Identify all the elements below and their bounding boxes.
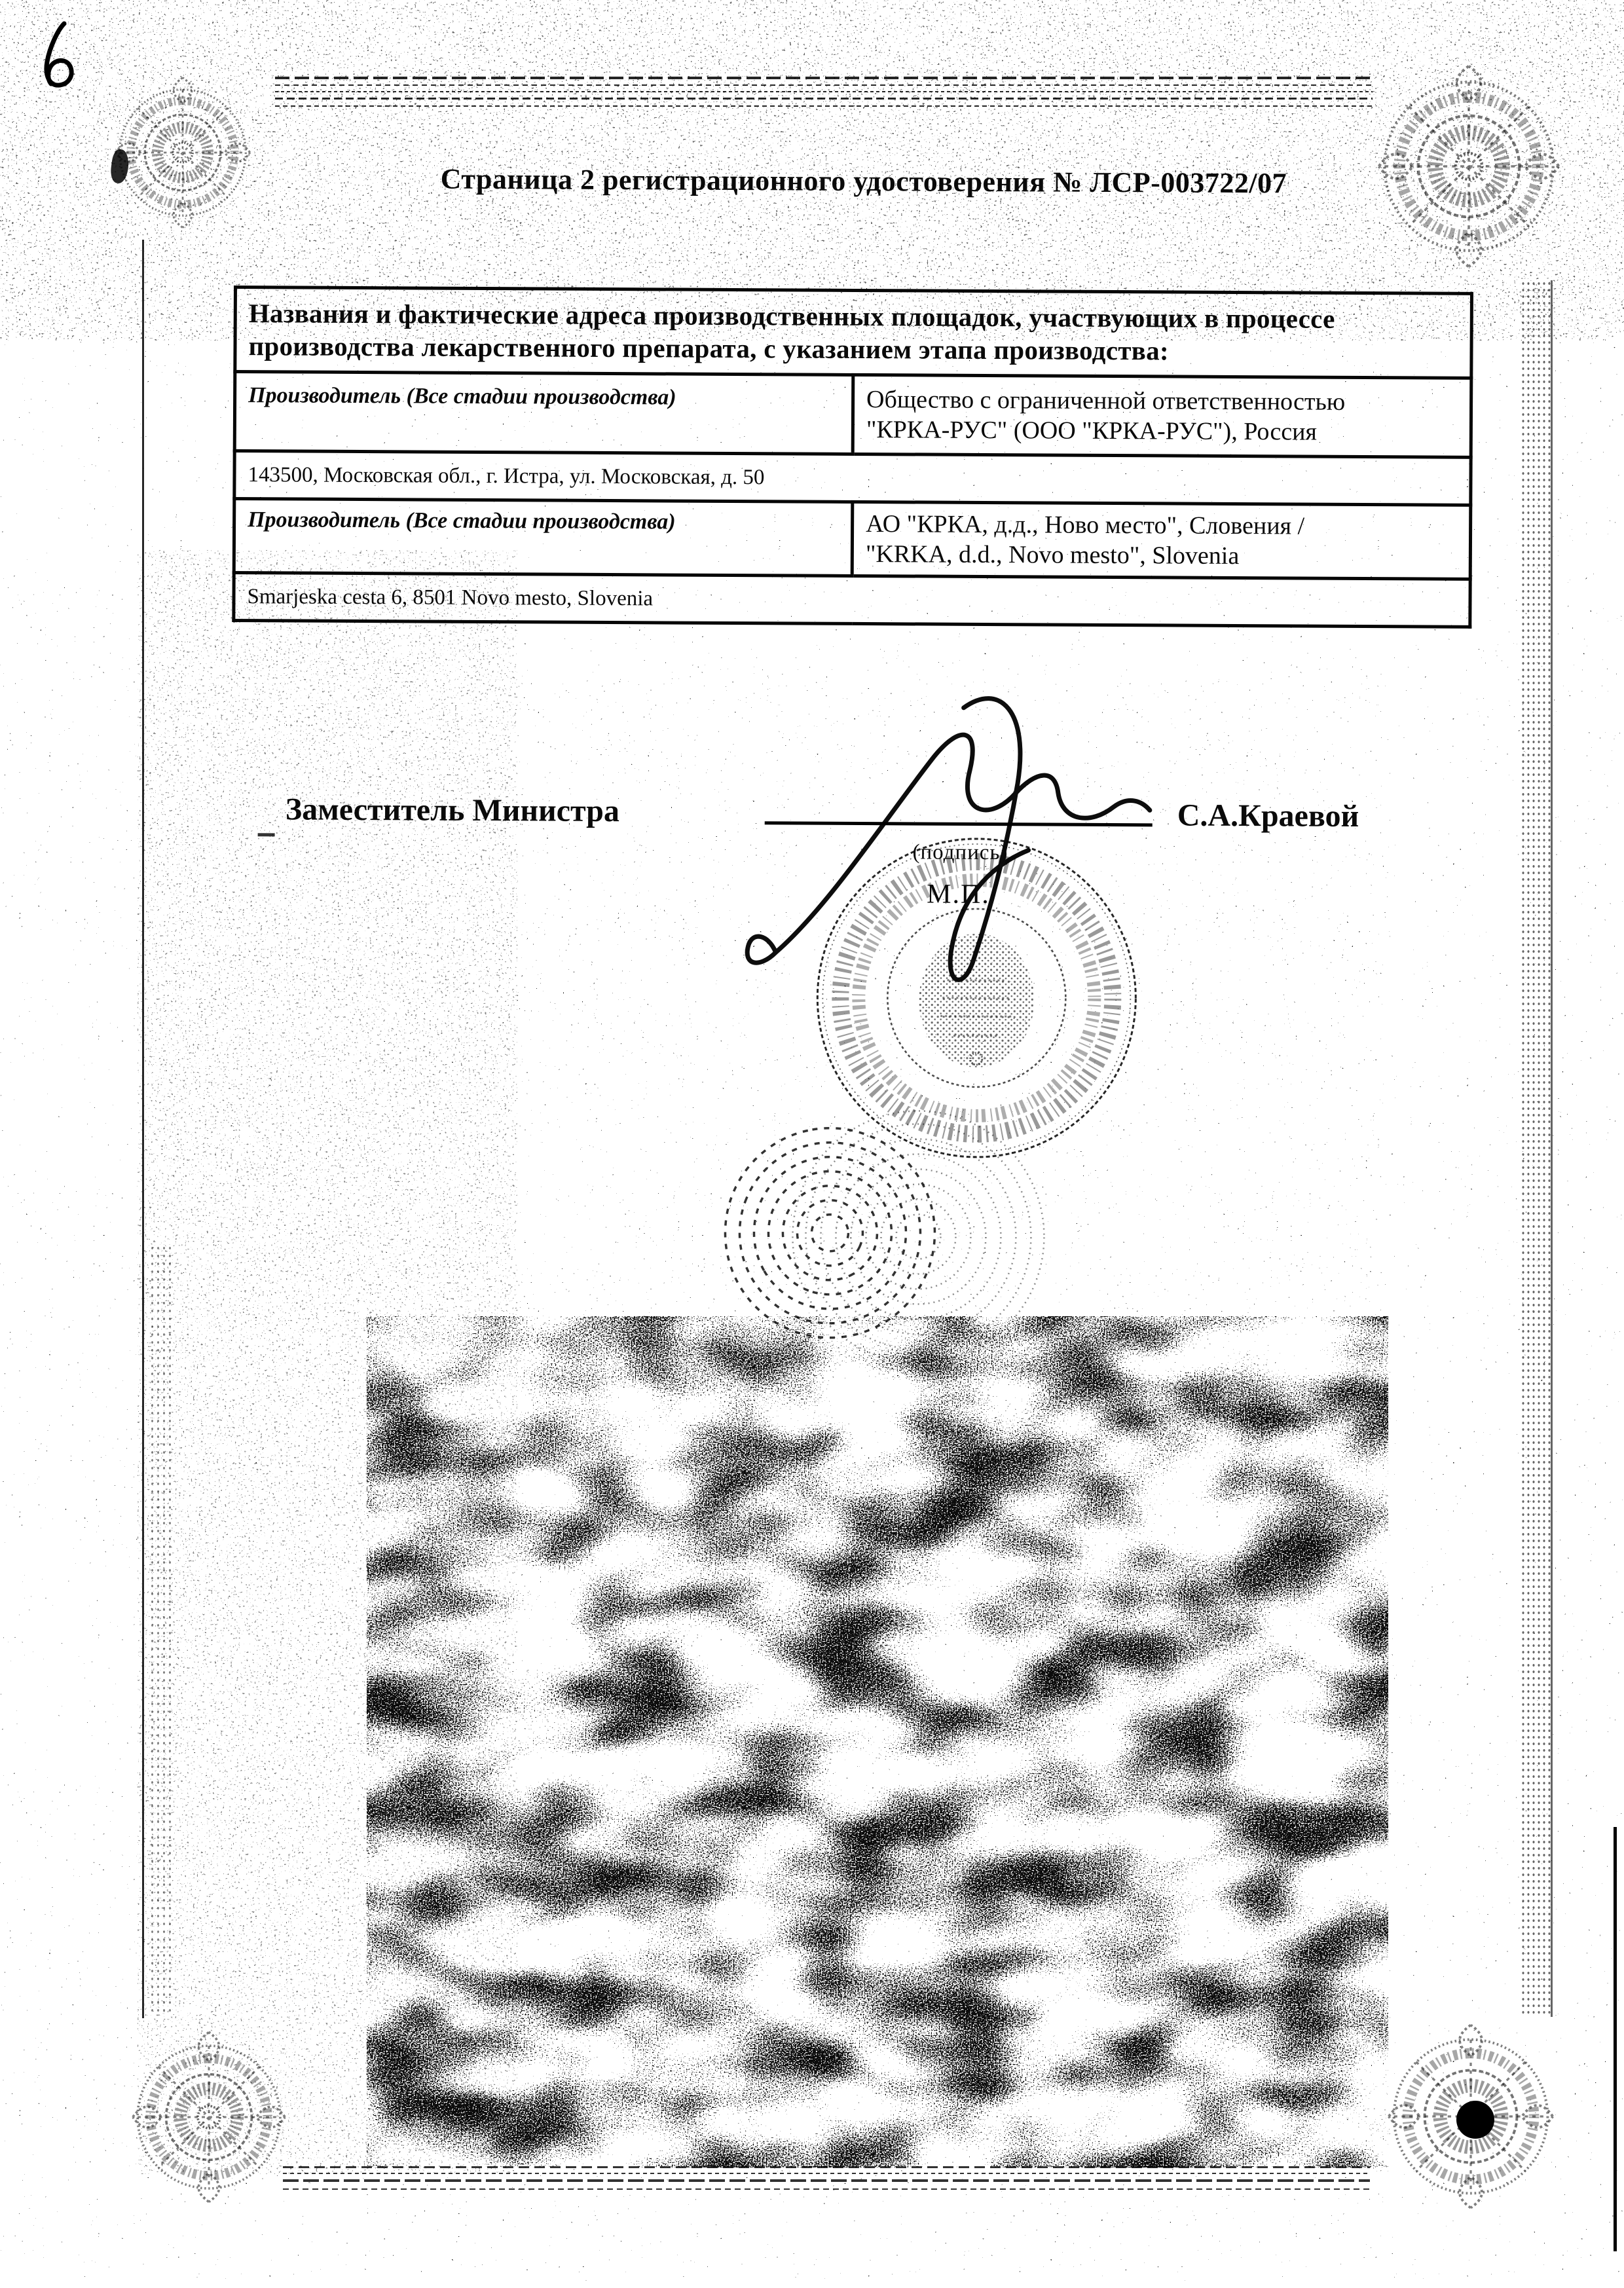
signatory-name: С.А.Краевой [1177, 798, 1359, 834]
table-row [234, 498, 1471, 579]
table-row [234, 572, 1470, 627]
table-header-cell [235, 287, 1472, 378]
table-header-line2: производства лекарственного препарата, с указанием этапа производства: [248, 331, 1170, 366]
address-cell: Smarjeska cesta 6, 8501 Novo mesto, Slovenia [234, 572, 1470, 627]
concentric-stamp [701, 1108, 1056, 1372]
production-sites-table [232, 286, 1473, 629]
producer-value-line2: "KRKA, d.d., Novo mesto", Slovenia [865, 540, 1240, 570]
producer-label-cell: Производитель (Все стадии производства) [234, 371, 853, 454]
signatory-title: Заместитель Министра [285, 792, 620, 829]
stray-dash-mark [258, 833, 275, 836]
producer-value-line2: "КРКА-РУС" (ООО "КРКА-РУС"), Россия [866, 416, 1318, 446]
table-header-line1: Названия и фактические адреса производственных площадок, участвующих в процессе [248, 298, 1335, 334]
producer-label-cell: Производитель (Все стадии производства) [234, 498, 853, 576]
seal-place-mark: М.П. [927, 879, 990, 910]
signature-caption: (подпись) [912, 840, 1008, 865]
table-row [234, 371, 1471, 457]
address-cell: 143500, Московская обл., г. Истра, ул. Московская, д. 50 [234, 451, 1471, 505]
producer-value-line1: АО "КРКА, д.д., Ново место", Словения / [866, 510, 1305, 540]
page-title: Страница 2 регистрационного удостоверения № ЛСР-003722/07 [440, 162, 1287, 200]
producer-value-line1: Общество с ограниченной ответственностью [866, 386, 1346, 416]
table-row [235, 287, 1472, 378]
producer-value-cell [853, 375, 1471, 457]
producer-value-cell [852, 502, 1471, 579]
table-row [234, 451, 1471, 505]
